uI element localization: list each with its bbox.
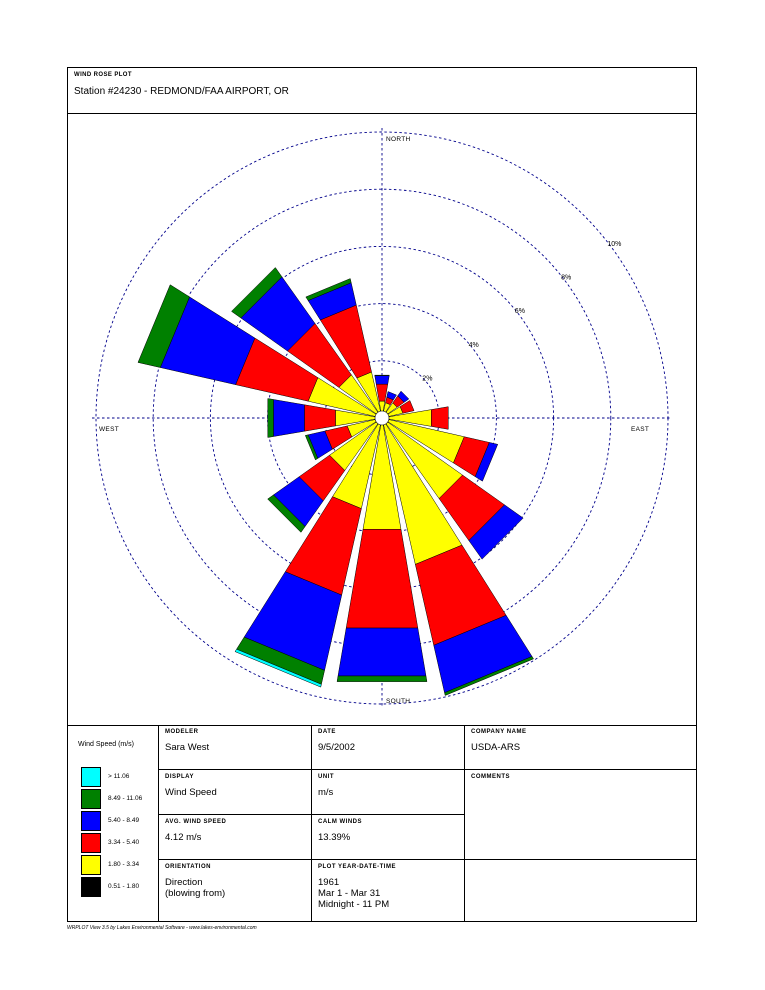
station-title: Station #24230 - REDMOND/FAA AIRPORT, OR bbox=[74, 86, 289, 97]
modeler-cell bbox=[159, 725, 312, 770]
orientation-line2: (blowing from) bbox=[165, 888, 226, 899]
legend-swatch-yellow bbox=[81, 855, 101, 875]
legend-item-blue bbox=[81, 811, 161, 831]
date-value: 9/5/2002 bbox=[318, 742, 355, 753]
date-cell bbox=[312, 725, 465, 770]
legend-swatch-red bbox=[81, 833, 101, 853]
legend-item-green bbox=[81, 789, 161, 809]
plot-time-range: Midnight - 11 PM bbox=[318, 899, 390, 910]
legend-panel bbox=[68, 725, 159, 922]
petal-w-bin-4 bbox=[268, 399, 274, 438]
legend-swatch-black bbox=[81, 877, 101, 897]
legend-title: Wind Speed (m/s) bbox=[78, 741, 135, 748]
legend-label-blue: 5.40 - 8.49 bbox=[108, 817, 140, 824]
petal-n-bin-3 bbox=[375, 376, 389, 384]
avg-speed-value: 4.12 m/s bbox=[165, 832, 202, 843]
legend-swatch-cyan bbox=[81, 767, 101, 787]
legend-label-red: 3.34 - 5.40 bbox=[108, 839, 140, 846]
legend-swatch-blue bbox=[81, 811, 101, 831]
report-frame bbox=[67, 67, 697, 922]
modeler-value: Sara West bbox=[165, 742, 210, 753]
report-header bbox=[68, 68, 696, 114]
legend-item-black bbox=[81, 877, 161, 897]
label-south: SOUTH bbox=[386, 698, 411, 705]
display-value: Wind Speed bbox=[165, 787, 217, 798]
company-value: USDA-ARS bbox=[471, 742, 521, 753]
display-label: DISPLAY bbox=[165, 774, 194, 780]
legend-swatch-green bbox=[81, 789, 101, 809]
orientation-value bbox=[165, 877, 225, 899]
plot-period-value bbox=[318, 877, 389, 910]
petal-w-bin-2 bbox=[304, 405, 335, 431]
petal-s-bin-2 bbox=[346, 529, 418, 628]
calm-winds-label: CALM WINDS bbox=[318, 819, 362, 825]
orientation-line1: Direction bbox=[165, 877, 203, 888]
petal-n-bin-2 bbox=[376, 384, 388, 401]
software-credit: WRPLOT View 3.5 by Lakes Environmental Software - www.lakes-environmental.com bbox=[67, 925, 257, 931]
petal-s-bin-3 bbox=[338, 628, 426, 676]
info-panel bbox=[68, 725, 696, 922]
legend-label-cyan: > 11.06 bbox=[108, 773, 130, 780]
petal-w-bin-3 bbox=[273, 399, 304, 436]
header-small-title: WIND ROSE PLOT bbox=[74, 72, 132, 78]
legend-label-green: 8.49 - 11.06 bbox=[108, 795, 143, 802]
plot-date-range: Mar 1 - Mar 31 bbox=[318, 888, 381, 899]
label-east: EAST bbox=[631, 426, 650, 433]
calm-winds-value: 13.39% bbox=[318, 832, 351, 843]
company-cell bbox=[465, 725, 697, 770]
avg-speed-cell bbox=[159, 815, 312, 860]
plot-year: 1961 bbox=[318, 877, 340, 888]
ring-label-10: 10% bbox=[607, 240, 622, 248]
ring-label-2: 2% bbox=[422, 375, 433, 383]
label-west: WEST bbox=[99, 426, 119, 433]
legend-item-yellow bbox=[81, 855, 161, 875]
unit-label: UNIT bbox=[318, 774, 334, 780]
date-label: DATE bbox=[318, 729, 336, 735]
modeler-label: MODELER bbox=[165, 729, 199, 735]
petal-s-bin-4 bbox=[337, 676, 427, 682]
unit-value: m/s bbox=[318, 787, 334, 798]
unit-cell bbox=[312, 770, 465, 815]
legend-label-yellow: 1.80 - 3.34 bbox=[108, 861, 140, 868]
display-cell bbox=[159, 770, 312, 815]
ring-label-6: 6% bbox=[514, 308, 525, 316]
ring-label-8: 8% bbox=[561, 274, 572, 282]
label-north: NORTH bbox=[386, 136, 411, 143]
legend-item-red bbox=[81, 833, 161, 853]
petal-e-bin-2 bbox=[431, 407, 448, 430]
company-label: COMPANY NAME bbox=[471, 729, 527, 735]
orientation-cell bbox=[159, 860, 312, 922]
calm-center bbox=[375, 411, 389, 425]
comments-cell bbox=[465, 770, 697, 860]
ring-label-4: 4% bbox=[468, 341, 479, 349]
legend-label-black: 0.51 - 1.80 bbox=[108, 883, 140, 890]
plot-period-cell bbox=[312, 860, 465, 922]
orientation-label: ORIENTATION bbox=[165, 864, 211, 870]
avg-speed-label: AVG. WIND SPEED bbox=[165, 819, 227, 825]
calm-winds-cell bbox=[312, 815, 465, 860]
plot-period-label: PLOT YEAR-DATE-TIME bbox=[318, 864, 396, 870]
wind-rose-chart bbox=[68, 113, 696, 725]
wind-rose-plot-area bbox=[68, 113, 696, 726]
legend-item-cyan bbox=[81, 767, 161, 787]
petal-n-bin-4 bbox=[375, 375, 390, 376]
comments-label: COMMENTS bbox=[471, 774, 510, 780]
